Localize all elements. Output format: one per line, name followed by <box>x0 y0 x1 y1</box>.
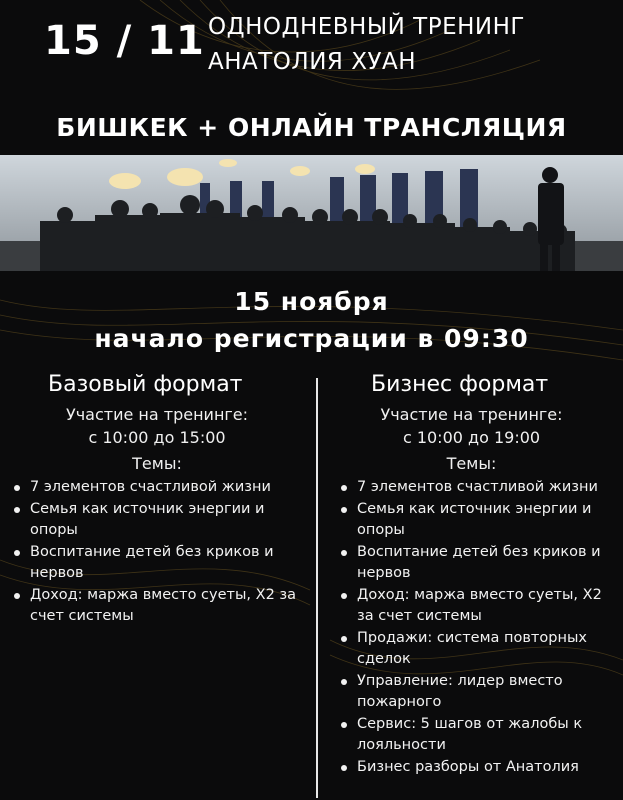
list-item: Доход: маржа вместо суеты, Х2 за счет системы <box>0 585 314 627</box>
format-business <box>320 372 623 779</box>
participation-time: с 10:00 до 15:00 <box>88 428 226 447</box>
format-basic <box>0 372 314 628</box>
event-title-line2: АНАТОЛИЯ ХУАН <box>208 49 417 75</box>
event-day: 15 ноября <box>234 287 389 316</box>
participation-label: Участие на тренинге: <box>65 405 249 424</box>
list-item: Семья как источник энергии и опоры <box>320 499 623 541</box>
topics-label: Темы: <box>132 454 182 473</box>
list-item: Бизнес разборы от Анатолия <box>320 757 623 778</box>
list-item: Сервис: 5 шагов от жалобы к лояльности <box>320 714 623 756</box>
topics-list <box>320 477 623 778</box>
format-title: Бизнес формат <box>371 372 549 397</box>
list-item: 7 элементов счастливой жизни <box>320 477 623 498</box>
topics-list <box>0 477 314 627</box>
list-item: Продажи: система повторных сделок <box>320 628 623 670</box>
topics-label: Темы: <box>446 454 497 473</box>
list-item: Управление: лидер вместо пожарного <box>320 671 623 713</box>
list-item: Воспитание детей без криков и нервов <box>320 542 623 584</box>
event-photo <box>0 155 623 271</box>
list-item: Семья как источник энергии и опоры <box>0 499 314 541</box>
header <box>0 0 623 100</box>
column-divider <box>316 378 318 798</box>
format-title: Базовый формат <box>48 372 243 397</box>
participation-time: с 10:00 до 19:00 <box>402 428 541 447</box>
registration-time: начало регистрации в 09:30 <box>94 324 529 353</box>
event-title-line1: ОДНОДНЕВНЫЙ ТРЕНИНГ <box>208 14 525 40</box>
participation-label: Участие на тренинге: <box>380 405 563 424</box>
list-item: Доход: маржа вместо суеты, Х2 за счет системы <box>320 585 623 627</box>
list-item: Воспитание детей без криков и нервов <box>0 542 314 584</box>
event-date-big: 15 / 11 <box>44 18 205 64</box>
list-item: 7 элементов счастливой жизни <box>0 477 314 498</box>
location-heading: БИШКЕК + ОНЛАЙН ТРАНСЛЯЦИЯ <box>56 113 567 142</box>
